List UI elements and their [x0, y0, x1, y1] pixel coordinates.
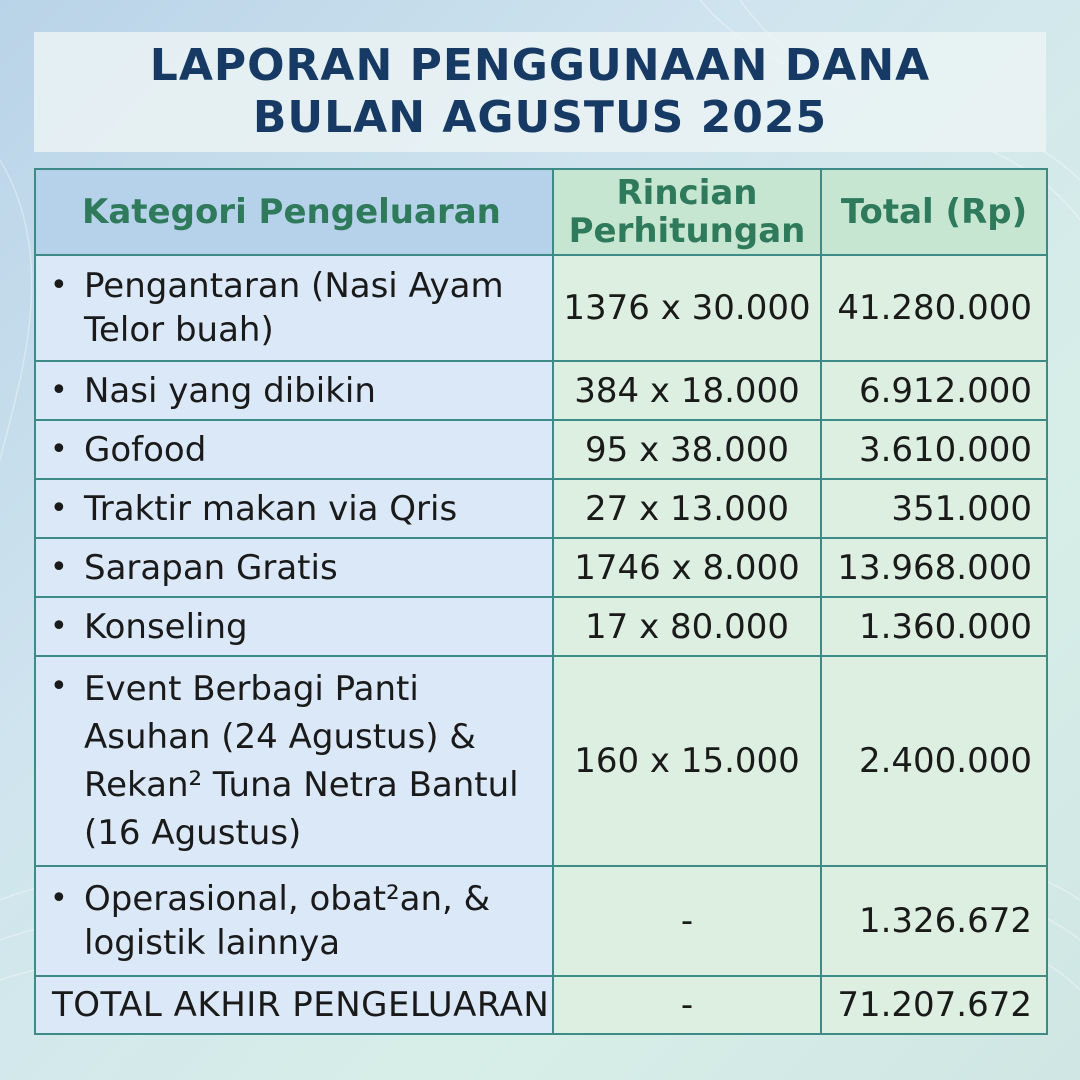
- total-cell: 1.326.672: [821, 866, 1047, 976]
- bullet-icon: •: [50, 549, 68, 585]
- calculation-cell: 160 x 15.000: [553, 656, 821, 866]
- calculation-cell: 95 x 38.000: [553, 420, 821, 479]
- total-cell: 351.000: [821, 479, 1047, 538]
- final-total-value: 71.207.672: [821, 976, 1047, 1034]
- category-cell: [35, 255, 553, 361]
- category-label: Pengantaran (Nasi Ayam Telor buah): [84, 266, 504, 350]
- table-row: [35, 255, 1047, 361]
- category-cell: [35, 538, 553, 597]
- final-total-calculation: -: [553, 976, 821, 1034]
- category-cell: [35, 420, 553, 479]
- header-calculation-line-2: Perhitungan: [568, 211, 806, 251]
- bullet-icon: •: [50, 669, 68, 704]
- title-banner: [34, 32, 1046, 152]
- calculation-cell: 384 x 18.000: [553, 361, 821, 420]
- table-row: [35, 538, 1047, 597]
- category-label: Traktir makan via Qris: [84, 488, 458, 529]
- category-cell: [35, 361, 553, 420]
- header-calculation-line-1: Rincian: [616, 173, 758, 213]
- header-total: Total (Rp): [821, 169, 1047, 255]
- total-cell: 2.400.000: [821, 656, 1047, 866]
- category-cell: [35, 479, 553, 538]
- category-cell: [35, 656, 553, 866]
- calculation-cell: 1746 x 8.000: [553, 538, 821, 597]
- category-label: Sarapan Gratis: [84, 547, 338, 588]
- header-calculation: [553, 169, 821, 255]
- table-row: [35, 479, 1047, 538]
- table-header-row: [35, 169, 1047, 255]
- final-total-label: TOTAL AKHIR PENGELUARAN: [35, 976, 553, 1034]
- table-row: [35, 361, 1047, 420]
- total-cell: 3.610.000: [821, 420, 1047, 479]
- total-cell: 1.360.000: [821, 597, 1047, 656]
- calculation-cell: -: [553, 866, 821, 976]
- report-title-line-1: LAPORAN PENGGUNAAN DANA: [149, 40, 931, 91]
- bullet-icon: •: [50, 490, 68, 526]
- category-label: Event Berbagi Panti Asuhan (24 Agustus) & Rekan² Tuna Netra Bantul (16 Agustus): [84, 669, 519, 853]
- table-row: [35, 656, 1047, 866]
- total-cell: 6.912.000: [821, 361, 1047, 420]
- table-row: [35, 597, 1047, 656]
- bullet-icon: •: [50, 431, 68, 467]
- total-cell: 41.280.000: [821, 255, 1047, 361]
- bullet-icon: •: [50, 372, 68, 408]
- category-cell: [35, 866, 553, 976]
- category-label: Konseling: [84, 606, 248, 647]
- report-title-line-2: BULAN AGUSTUS 2025: [252, 92, 828, 143]
- category-label: Operasional, obat²an, & logistik lainnya: [84, 879, 491, 963]
- bullet-icon: •: [50, 608, 68, 644]
- expense-table: [34, 168, 1048, 1035]
- category-label: Nasi yang dibikin: [84, 370, 376, 411]
- table-row: [35, 866, 1047, 976]
- calculation-cell: 17 x 80.000: [553, 597, 821, 656]
- calculation-cell: 1376 x 30.000: [553, 255, 821, 361]
- bullet-icon: •: [50, 881, 68, 916]
- total-cell: 13.968.000: [821, 538, 1047, 597]
- final-total-row: [35, 976, 1047, 1034]
- category-label: Gofood: [84, 429, 207, 470]
- header-category: Kategori Pengeluaran: [35, 169, 553, 255]
- bullet-icon: •: [50, 268, 68, 303]
- category-cell: [35, 597, 553, 656]
- calculation-cell: 27 x 13.000: [553, 479, 821, 538]
- table-row: [35, 420, 1047, 479]
